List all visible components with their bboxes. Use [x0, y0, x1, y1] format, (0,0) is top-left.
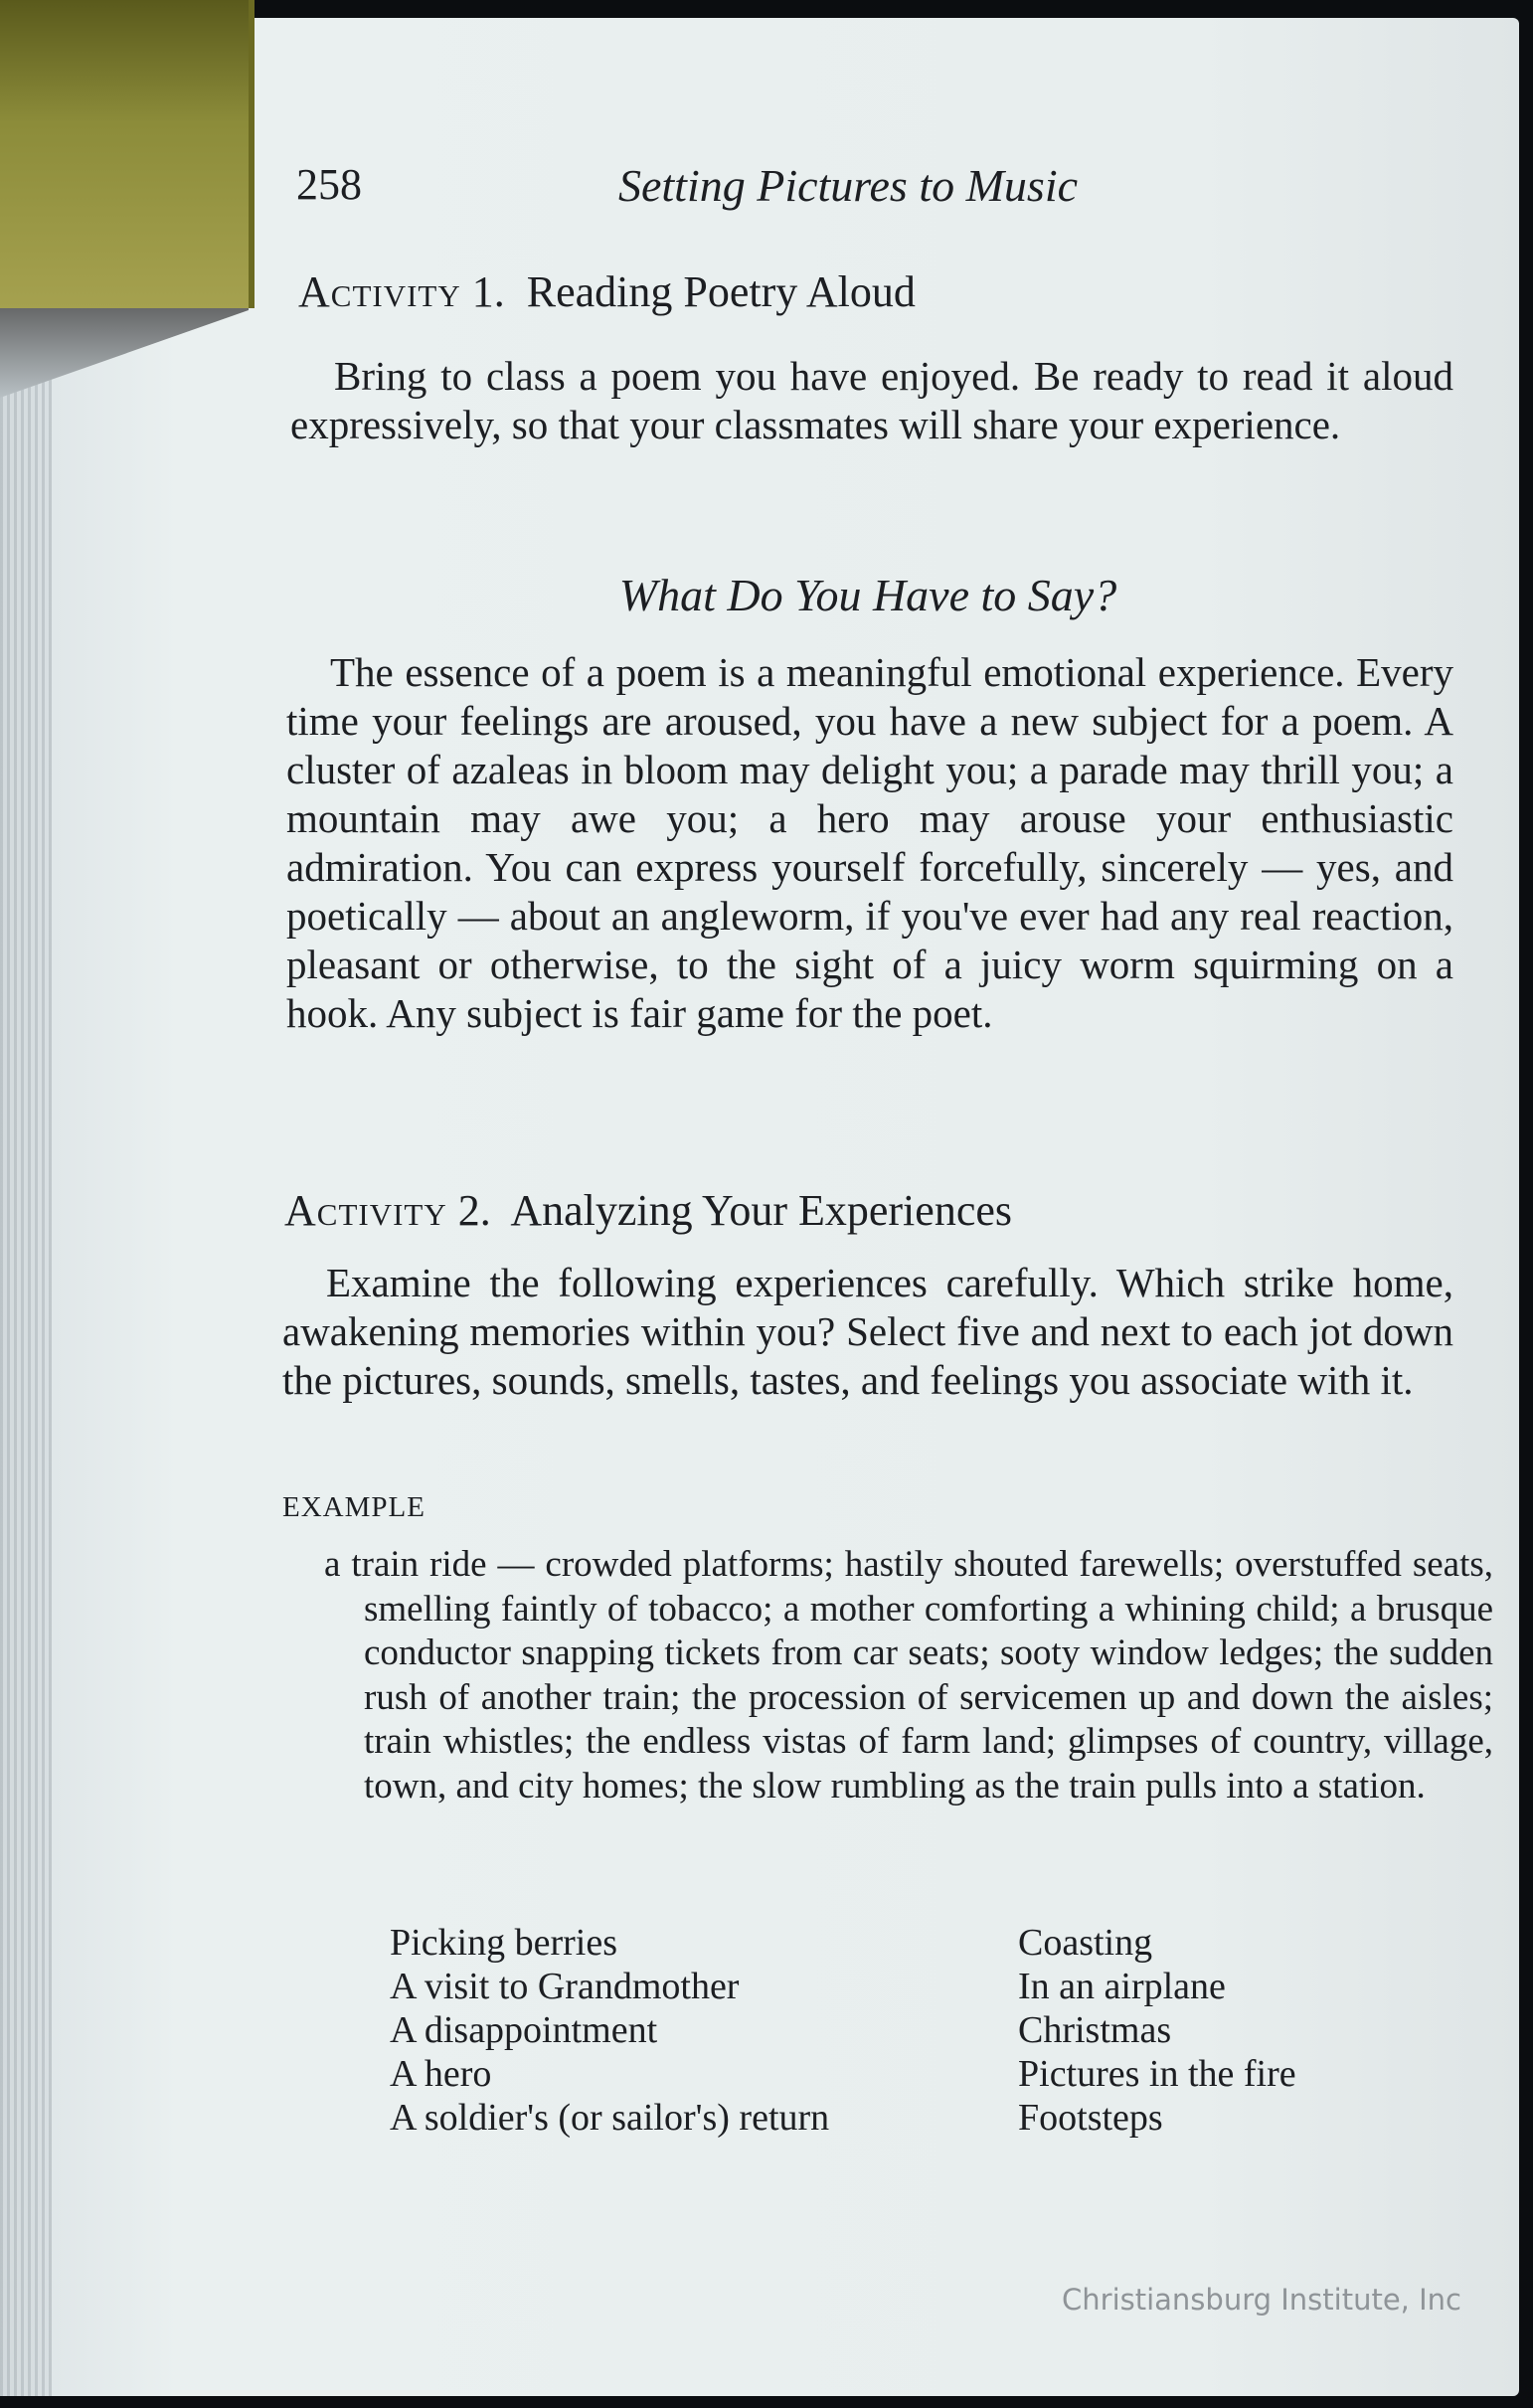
- activity-2-label: Activity: [284, 1186, 447, 1235]
- list-item: A soldier's (or sailor's) return: [390, 2097, 830, 2139]
- list-item: A disappointment: [390, 2009, 658, 2051]
- activity-2-number: 2.: [457, 1186, 491, 1235]
- activity-1-body: Bring to class a poem you have enjoyed. Be ready to read it aloud expressively, so that your classmates will share your experience.: [290, 353, 1453, 447]
- activity-2-title: Analyzing Your Experiences: [510, 1186, 1012, 1235]
- activity-1-title: Reading Poetry Aloud: [526, 267, 916, 316]
- example-label: EXAMPLE: [282, 1491, 426, 1523]
- list-item: A visit to Grandmother: [390, 1966, 740, 2007]
- section-title: What Do You Have to Say?: [618, 570, 1117, 620]
- activity-1-label: Activity: [298, 267, 461, 316]
- page-number: 258: [296, 160, 362, 209]
- experience-list-right: [1018, 1921, 1296, 2140]
- activity-2-heading: [284, 1185, 1012, 1236]
- running-title: Setting Pictures to Music: [617, 160, 1079, 211]
- experience-list-left: [390, 1921, 829, 2140]
- activity-2-body: Examine the following experiences carefully. Which strike home, awakening memories within you? Select five and next to each jot down the pictures, sounds, smells, tastes, and feelings you associate with it.: [282, 1260, 1453, 1403]
- section-body: The essence of a poem is a meaningful emotional experience. Every time your feelings are aroused, you have a new subject for a poem. A cluster of azaleas in bloom may delight you; a parade may thrill you; a mountain may awe you; a hero may arouse your enthusiastic admiration. You can express yourself forcefully, sincerely — yes, and poetically — about an angleworm, if you've ever had any real reaction, pleasant or otherwise, to the sight of a juicy worm squirming on a hook. Any subject is fair game for the poet.: [286, 649, 1453, 1036]
- list-item: Coasting: [1018, 1922, 1153, 1964]
- activity-1-heading: [298, 266, 916, 317]
- book-cover-tab: [0, 0, 255, 308]
- page-header: [296, 159, 1400, 219]
- list-item: A hero: [390, 2053, 492, 2095]
- watermark: Christiansburg Institute, Inc: [1062, 2283, 1461, 2317]
- list-item: Picking berries: [390, 1922, 618, 1964]
- list-item: In an airplane: [1018, 1966, 1226, 2007]
- list-item: Christmas: [1018, 2009, 1172, 2051]
- activity-1-number: 1.: [471, 267, 505, 316]
- example-text: a train ride — crowded platforms; hastily shouted farewells; overstuffed seats, smelling faintly of tobacco; a mother comforting a whining child; a brusque conductor snapping tickets from car seats; sooty window ledges; the sudden rush of another train; the procession of servicemen up and down the aisles; train whistles; the endless vistas of farm land; glimpses of country, village, town, and city homes; the slow rumbling as the train pulls into a station.: [324, 1544, 1493, 1806]
- list-item: Pictures in the fire: [1018, 2053, 1296, 2095]
- list-item: Footsteps: [1018, 2097, 1163, 2139]
